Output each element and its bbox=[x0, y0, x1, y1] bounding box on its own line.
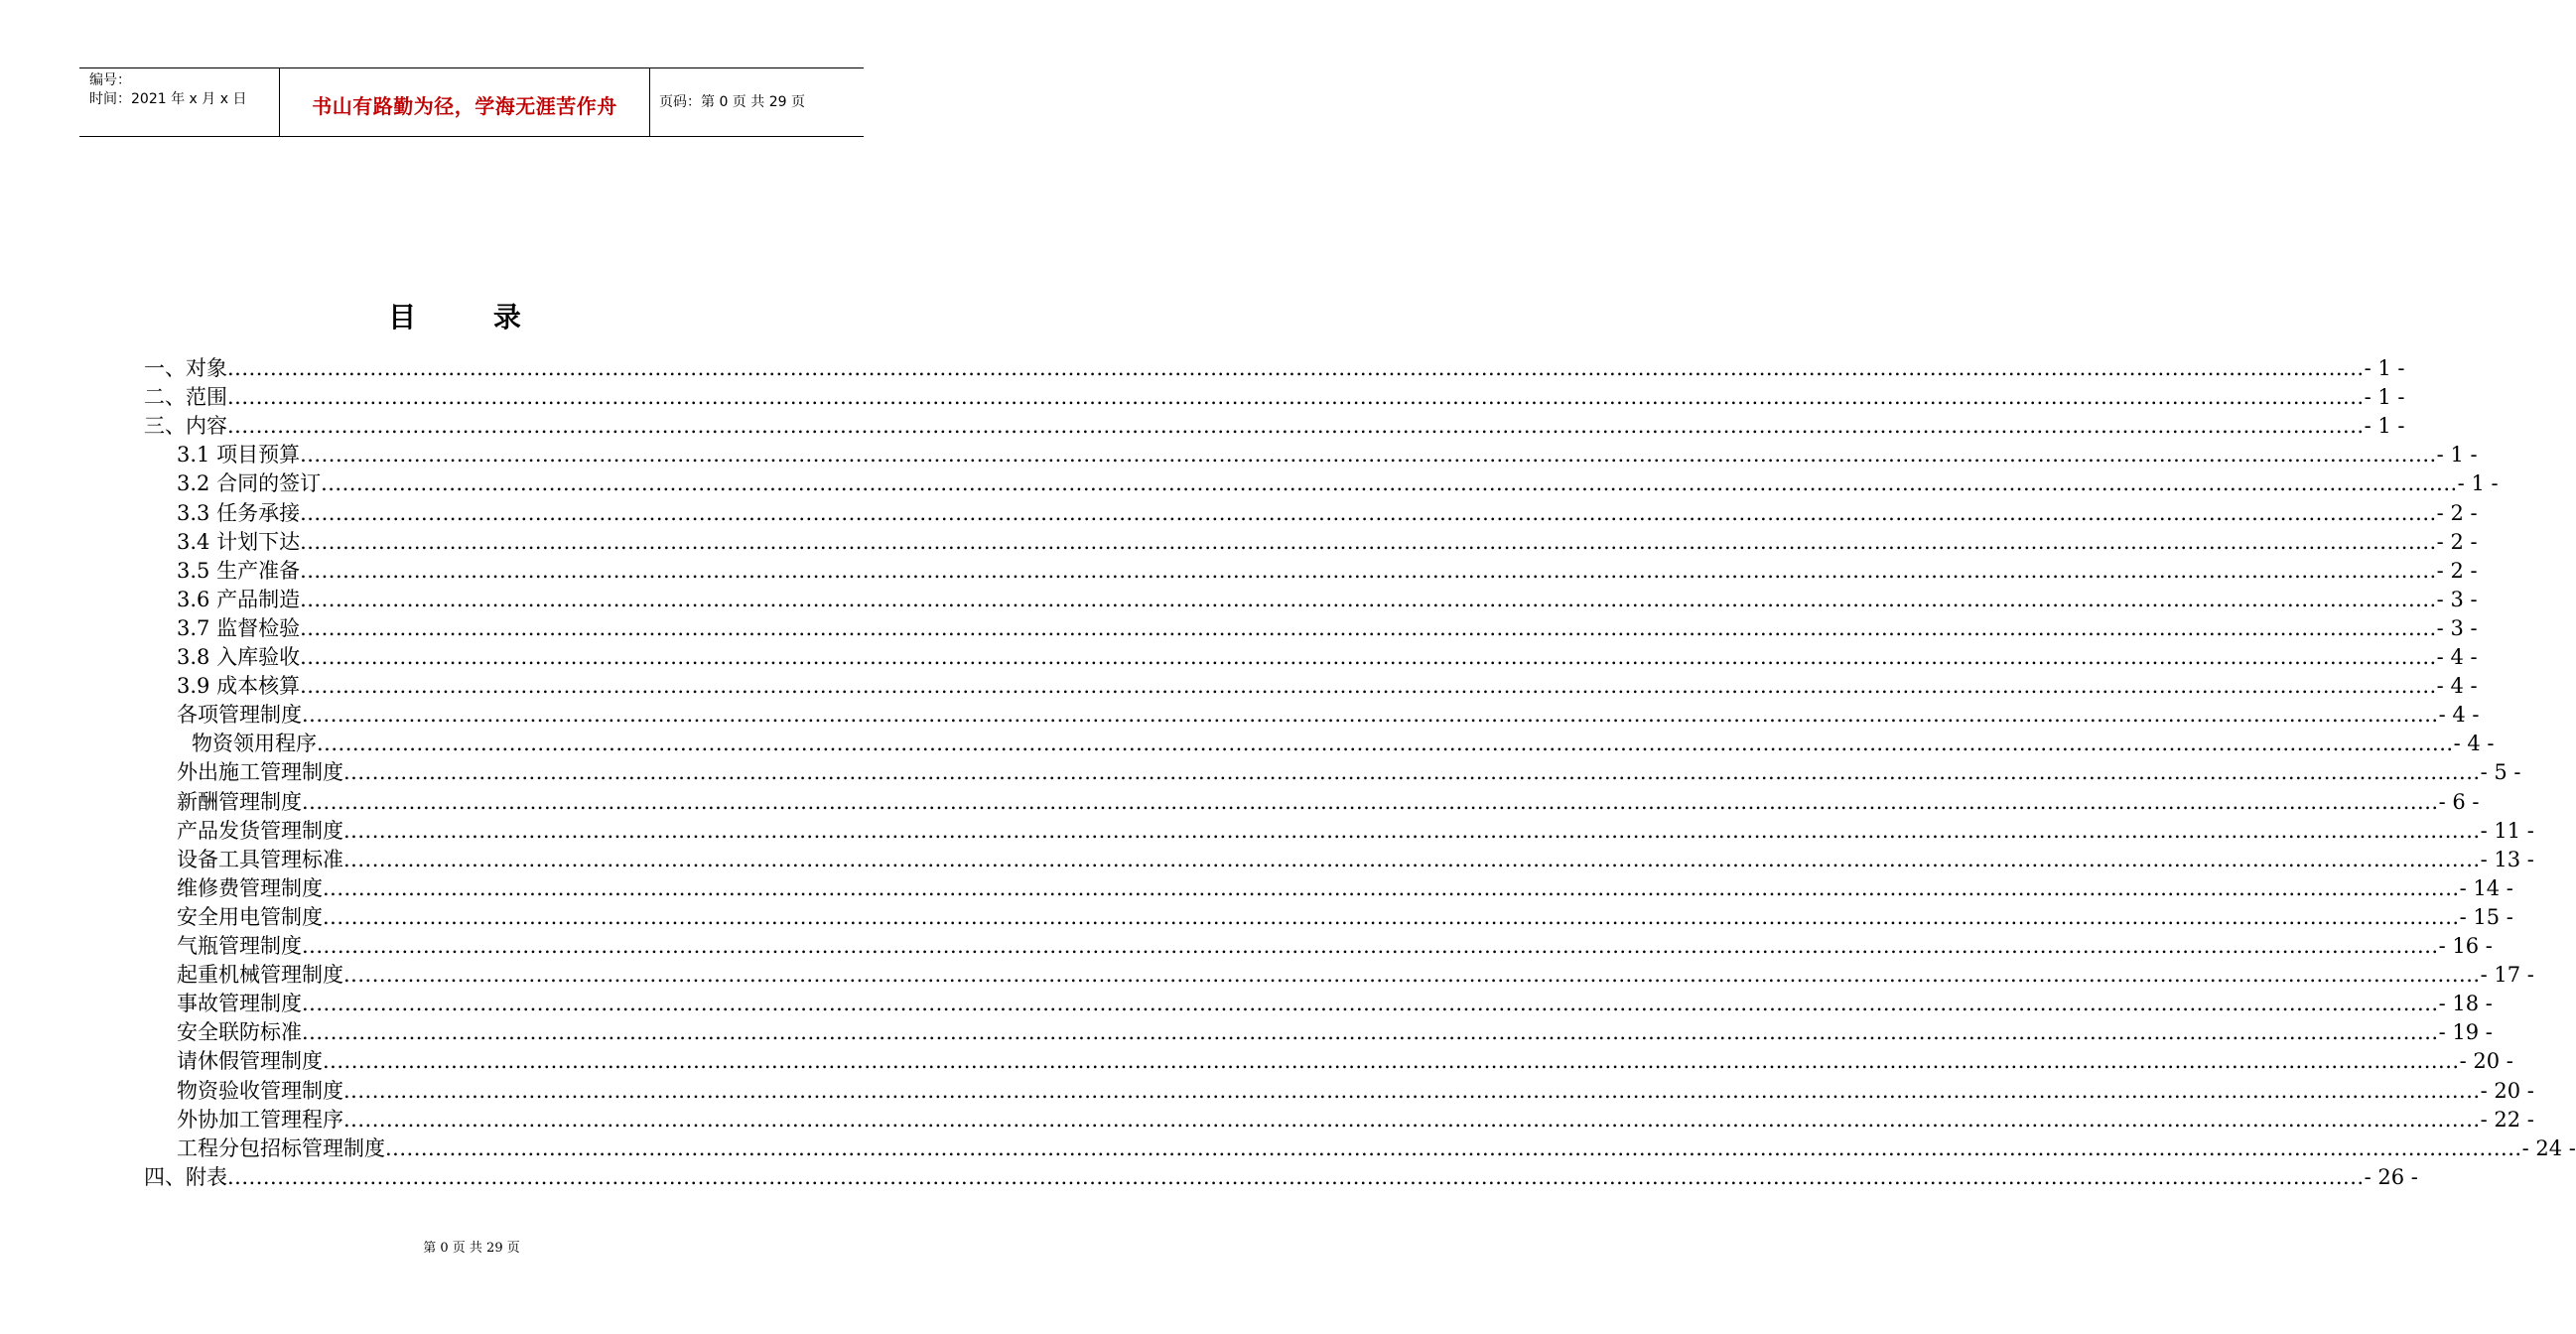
toc-entry[interactable] bbox=[177, 959, 2534, 988]
toc-entry-label: 外出施工管理制度 bbox=[177, 760, 343, 785]
toc-entry[interactable] bbox=[144, 410, 2405, 439]
header-motto: 书山有路勤为径，学海无涯苦作舟 bbox=[312, 94, 617, 118]
toc-entry[interactable] bbox=[177, 815, 2534, 844]
toc-entry-page-number: - 1 - bbox=[2436, 443, 2478, 467]
toc-entry-label: 3.6 产品制造 bbox=[177, 587, 301, 611]
toc-entry-label: 3.7 监督检验 bbox=[177, 615, 301, 640]
toc-entry[interactable] bbox=[177, 1133, 2576, 1161]
toc-entry-page-number: - 14 - bbox=[2459, 875, 2513, 900]
toc-leader-dots: ............................................................................................................................................................................................................................................................................................................ bbox=[343, 818, 2481, 843]
toc-leader-dots: ............................................................................................................................................................................................................................................................................................................ bbox=[323, 904, 2460, 929]
toc-entry-page-number: - 19 - bbox=[2438, 1020, 2493, 1045]
header-meta-cell bbox=[79, 68, 278, 136]
document-date-label: 时间：2021 年 x 月 x 日 bbox=[89, 91, 247, 107]
toc-entry[interactable] bbox=[177, 439, 2478, 467]
toc-entry-label: 3.1 项目预算 bbox=[177, 443, 301, 467]
toc-entry[interactable] bbox=[177, 1075, 2534, 1104]
toc-entry[interactable] bbox=[177, 786, 2480, 815]
toc-entry[interactable] bbox=[144, 381, 2405, 410]
toc-entry-page-number: - 4 - bbox=[2453, 732, 2495, 756]
toc-entry-label: 产品发货管理制度 bbox=[177, 818, 343, 843]
toc-leader-dots: ............................................................................................................................................................................................................................................................................................................ bbox=[323, 1049, 2460, 1074]
toc-entry-page-number: - 4 - bbox=[2438, 703, 2480, 728]
toc-leader-dots: ............................................................................................................................................................................................................................................................................................................ bbox=[343, 1078, 2481, 1103]
toc-entry-page-number: - 20 - bbox=[2459, 1049, 2513, 1074]
toc-entry[interactable] bbox=[144, 352, 2405, 381]
toc-entry[interactable] bbox=[177, 497, 2478, 526]
toc-entry-page-number: - 26 - bbox=[2364, 1164, 2418, 1189]
toc-entry-page-number: - 3 - bbox=[2436, 587, 2478, 611]
toc-entry-label: 安全用电管制度 bbox=[177, 904, 323, 929]
toc-entry[interactable] bbox=[177, 467, 2499, 496]
toc-entry-label: 3.9 成本核算 bbox=[177, 674, 301, 699]
toc-leader-dots: ............................................................................................................................................................................................................................................................................................................ bbox=[302, 934, 2439, 958]
toc-entry-page-number: - 11 - bbox=[2480, 818, 2534, 843]
toc-leader-dots: ............................................................................................................................................................................................................................................................................................................ bbox=[317, 732, 2454, 756]
toc-entry-page-number: - 3 - bbox=[2436, 615, 2478, 640]
toc-entry-page-number: - 2 - bbox=[2436, 529, 2478, 554]
toc-entry[interactable] bbox=[177, 1045, 2513, 1074]
toc-leader-dots: ............................................................................................................................................................................................................................................................................................................ bbox=[323, 875, 2460, 900]
toc-entry-page-number: - 22 - bbox=[2480, 1107, 2534, 1132]
toc-entry-label: 3.5 生产准备 bbox=[177, 558, 301, 583]
toc-leader-dots: ............................................................................................................................................................................................................................................................................................................ bbox=[302, 992, 2439, 1016]
toc-entry[interactable] bbox=[177, 901, 2513, 930]
toc-entry-page-number: - 17 - bbox=[2480, 963, 2534, 988]
toc-entry[interactable] bbox=[177, 555, 2478, 584]
header-page-info: 页码：第 0 页 共 29 页 bbox=[659, 94, 805, 110]
toc-entry-page-number: - 4 - bbox=[2436, 645, 2478, 669]
toc-entry[interactable] bbox=[177, 612, 2478, 641]
toc-leader-dots: ............................................................................................................................................................................................................................................................................................................ bbox=[343, 760, 2481, 785]
toc-entry[interactable] bbox=[177, 641, 2478, 670]
toc-entry-page-number: - 1 - bbox=[2364, 356, 2405, 380]
toc-entry-page-number: - 15 - bbox=[2459, 904, 2513, 929]
toc-entry-label: 气瓶管理制度 bbox=[177, 934, 302, 958]
toc-leader-dots: ............................................................................................................................................................................................................................................................................................................ bbox=[227, 414, 2365, 439]
toc-entry-label: 3.8 入库验收 bbox=[177, 645, 301, 669]
toc-leader-dots: ............................................................................................................................................................................................................................................................................................................ bbox=[300, 529, 2437, 554]
toc-entry-label: 3.3 任务承接 bbox=[177, 500, 301, 525]
toc-leader-dots: ............................................................................................................................................................................................................................................................................................................ bbox=[227, 356, 2365, 380]
toc-entry-label: 各项管理制度 bbox=[177, 703, 302, 728]
toc-entry[interactable] bbox=[177, 526, 2478, 555]
toc-entry-label: 物资领用程序 bbox=[192, 732, 317, 756]
toc-entry[interactable] bbox=[177, 1104, 2534, 1133]
toc-leader-dots: ............................................................................................................................................................................................................................................................................................................ bbox=[343, 1107, 2481, 1132]
toc-leader-dots: ............................................................................................................................................................................................................................................................................................................ bbox=[300, 443, 2437, 467]
document-number-label: 编号： bbox=[89, 72, 131, 88]
toc-leader-dots: ............................................................................................................................................................................................................................................................................................................ bbox=[385, 1135, 2522, 1160]
toc-entry-page-number: - 2 - bbox=[2436, 500, 2478, 525]
toc-entry-page-number: - 5 - bbox=[2480, 760, 2521, 785]
toc-leader-dots: ............................................................................................................................................................................................................................................................................................................ bbox=[321, 471, 2458, 496]
toc-entry-page-number: - 24 - bbox=[2521, 1135, 2576, 1160]
header-page-cell bbox=[649, 68, 864, 136]
toc-entry-label: 设备工具管理标准 bbox=[177, 847, 343, 871]
toc-leader-dots: ............................................................................................................................................................................................................................................................................................................ bbox=[300, 645, 2437, 669]
toc-leader-dots: ............................................................................................................................................................................................................................................................................................................ bbox=[302, 703, 2439, 728]
toc-entry[interactable] bbox=[144, 1161, 2418, 1190]
toc-leader-dots: ............................................................................................................................................................................................................................................................................................................ bbox=[302, 1020, 2439, 1045]
header-motto-cell bbox=[279, 68, 650, 136]
toc-leader-dots: ............................................................................................................................................................................................................................................................................................................ bbox=[227, 385, 2365, 410]
toc-entry-page-number: - 4 - bbox=[2436, 674, 2478, 699]
toc-entry-label: 新酬管理制度 bbox=[177, 789, 302, 814]
toc-entry-label: 起重机械管理制度 bbox=[177, 963, 343, 988]
page-footer: 第 0 页 共 29 页 bbox=[423, 1241, 520, 1256]
toc-entry[interactable] bbox=[177, 872, 2513, 901]
toc-entry-label: 一、对象 bbox=[144, 356, 227, 380]
toc-entry-page-number: - 18 - bbox=[2438, 992, 2493, 1016]
toc-leader-dots: ............................................................................................................................................................................................................................................................................................................ bbox=[300, 615, 2437, 640]
toc-leader-dots: ............................................................................................................................................................................................................................................................................................................ bbox=[302, 789, 2439, 814]
toc-entry-label: 3.4 计划下达 bbox=[177, 529, 301, 554]
toc-entry-page-number: - 16 - bbox=[2438, 934, 2493, 958]
toc-entry[interactable] bbox=[192, 728, 2495, 756]
toc-entry[interactable] bbox=[177, 756, 2521, 785]
toc-entry-page-number: - 6 - bbox=[2438, 789, 2480, 814]
toc-entry-label: 事故管理制度 bbox=[177, 992, 302, 1016]
toc-entry[interactable] bbox=[177, 1016, 2493, 1045]
toc-leader-dots: ............................................................................................................................................................................................................................................................................................................ bbox=[227, 1164, 2365, 1189]
toc-entry-label: 物资验收管理制度 bbox=[177, 1078, 343, 1103]
toc-entry-label: 二、范围 bbox=[144, 385, 227, 410]
toc-entry-label: 3.2 合同的签订 bbox=[177, 471, 322, 496]
toc-entry-label: 三、内容 bbox=[144, 414, 227, 439]
toc-leader-dots: ............................................................................................................................................................................................................................................................................................................ bbox=[300, 558, 2437, 583]
toc-leader-dots: ............................................................................................................................................................................................................................................................................................................ bbox=[300, 674, 2437, 699]
toc-entry-label: 工程分包招标管理制度 bbox=[177, 1135, 385, 1160]
toc-entry[interactable] bbox=[177, 930, 2493, 959]
toc-entry-label: 安全联防标准 bbox=[177, 1020, 302, 1045]
toc-entry[interactable] bbox=[177, 699, 2480, 728]
header-table bbox=[79, 67, 864, 137]
toc-entry-page-number: - 20 - bbox=[2480, 1078, 2534, 1103]
toc-entry[interactable] bbox=[177, 844, 2534, 872]
toc-entry-page-number: - 13 - bbox=[2480, 847, 2534, 871]
toc-leader-dots: ............................................................................................................................................................................................................................................................................................................ bbox=[343, 847, 2481, 871]
toc-entry-label: 外协加工管理程序 bbox=[177, 1107, 343, 1132]
toc-entry-label: 维修费管理制度 bbox=[177, 875, 323, 900]
toc-leader-dots: ............................................................................................................................................................................................................................................................................................................ bbox=[300, 500, 2437, 525]
page-title: 目 录 bbox=[388, 301, 555, 334]
toc-entry-page-number: - 2 - bbox=[2436, 558, 2478, 583]
toc-entry[interactable] bbox=[177, 988, 2493, 1016]
toc-entry[interactable] bbox=[177, 584, 2478, 612]
toc-entry[interactable] bbox=[177, 670, 2478, 699]
toc-leader-dots: ............................................................................................................................................................................................................................................................................................................ bbox=[300, 587, 2437, 611]
toc-entry-label: 请休假管理制度 bbox=[177, 1049, 323, 1074]
toc-entry-label: 四、附表 bbox=[144, 1164, 227, 1189]
toc-entry-page-number: - 1 - bbox=[2364, 385, 2405, 410]
toc-entry-page-number: - 1 - bbox=[2364, 414, 2405, 439]
toc-entry-page-number: - 1 - bbox=[2457, 471, 2499, 496]
toc-leader-dots: ............................................................................................................................................................................................................................................................................................................ bbox=[343, 963, 2481, 988]
